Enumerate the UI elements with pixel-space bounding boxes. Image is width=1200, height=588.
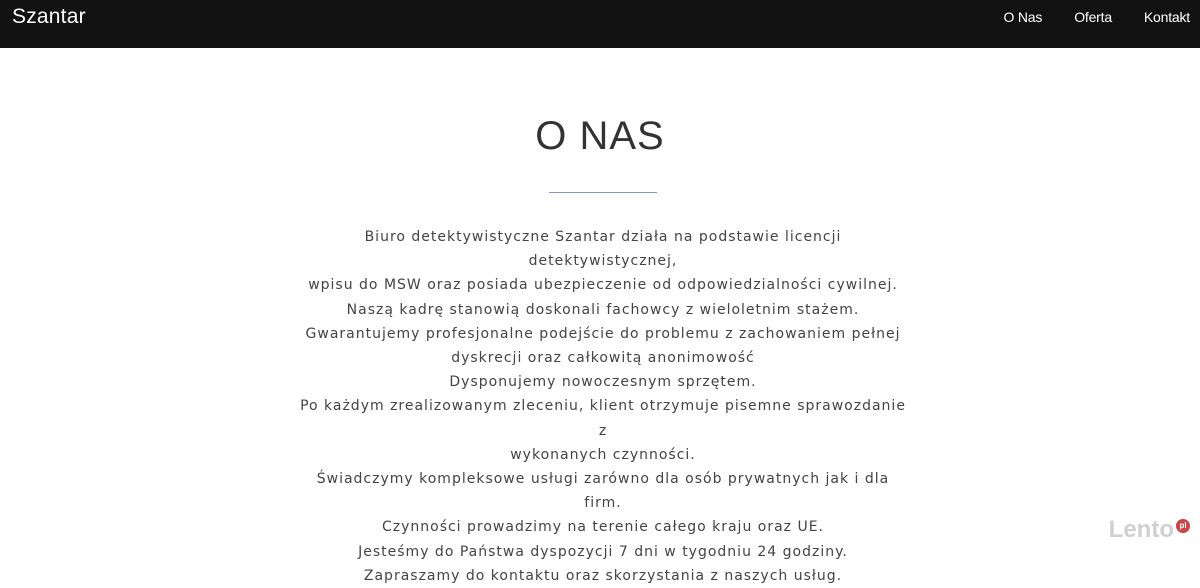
section-title: O NAS [0,114,1200,159]
about-line: Po każdym zrealizowanym zleceniu, klient otrzymuje pisemne sprawozdanie z [300,394,906,442]
about-line: Czynności prowadzimy na terenie całego kraju oraz UE. [300,515,906,539]
nav-link-oferta[interactable]: Oferta [1074,9,1112,25]
nav-link-o-nas[interactable]: O Nas [1004,9,1043,25]
about-line: dyskrecji oraz całkowitą anonimowość [300,346,906,370]
about-line: Jesteśmy do Państwa dyspozycji 7 dni w tygodniu 24 godziny. [300,540,906,564]
about-line: Świadczymy kompleksowe usługi zarówno dla osób prywatnych jak i dla firm. [300,467,906,515]
watermark-badge: pl [1176,519,1190,533]
about-line: wpisu do MSW oraz posiada ubezpieczenie od odpowiedzialności cywilnej. [300,273,906,297]
nav-link-kontakt[interactable]: Kontakt [1144,9,1190,25]
watermark-logo [1109,516,1190,544]
about-line: Zapraszamy do kontaktu oraz skorzystania z naszych usług. [300,564,906,588]
nav-links [972,9,1190,25]
watermark-text: Lento [1109,516,1174,544]
top-navbar [0,0,1200,48]
about-line: Naszą kadrę stanowią doskonali fachowcy z wieloletnim stażem. [300,298,906,322]
title-divider [549,192,657,193]
about-line: wykonanych czynności. [300,443,906,467]
about-line: Gwarantujemy profesjonalne podejście do problemu z zachowaniem pełnej [300,322,906,346]
about-text [300,225,906,588]
brand-logo[interactable]: Szantar [12,5,86,29]
about-line: Dysponujemy nowoczesnym sprzętem. [300,370,906,394]
about-section [0,48,1200,552]
about-line: Biuro detektywistyczne Szantar działa na podstawie licencji detektywistycznej, [300,225,906,273]
